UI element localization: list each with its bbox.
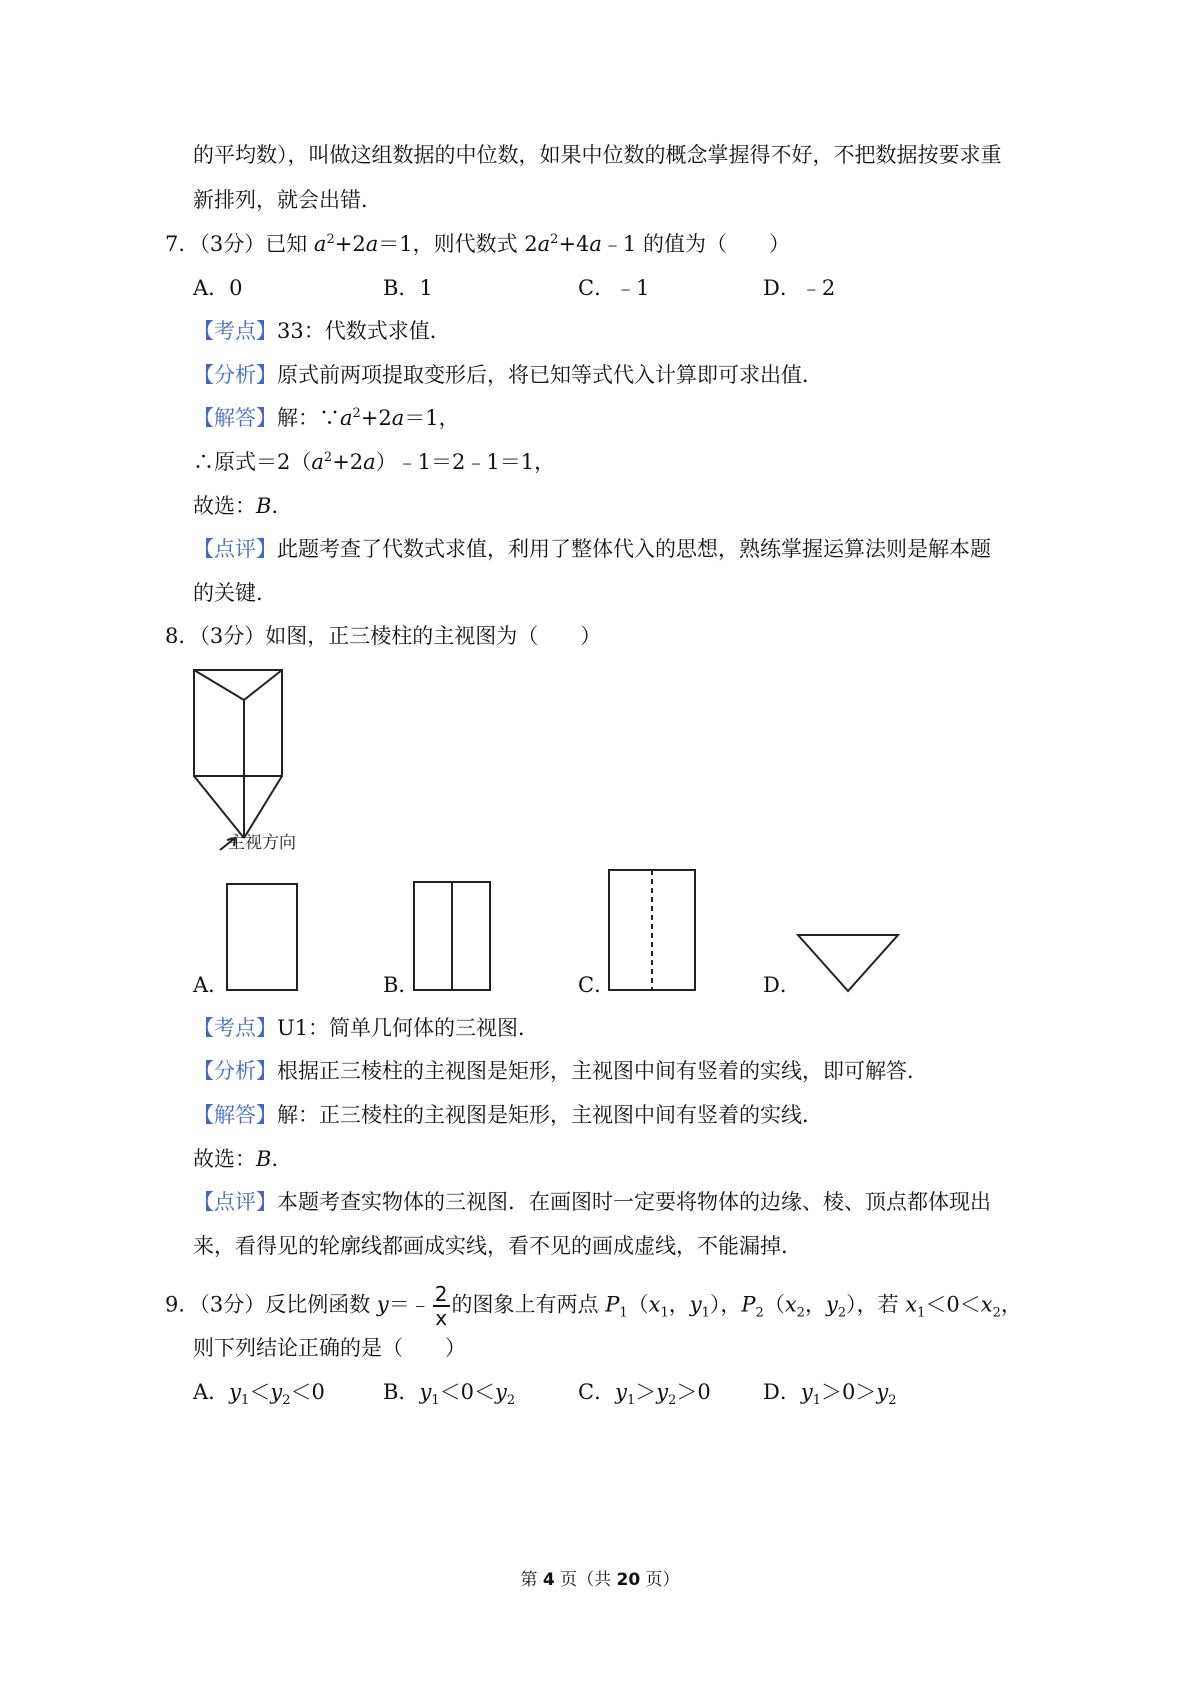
page-footer: 第 4 页（共 20 页）	[520, 1570, 680, 1590]
q8-answer: 故选：B．	[193, 1147, 293, 1171]
q8-option-d-figure	[796, 933, 902, 995]
prism-top-edge-left	[194, 670, 244, 700]
view-direction-label: 主视方向	[228, 833, 296, 853]
q8-option-c-figure	[608, 869, 698, 993]
continuation-line-2: 新排列，就会出错．	[193, 188, 382, 212]
prism-outline	[194, 670, 282, 776]
q7-stem: 7．（3分）已知 $a^2+2a=1$，则代数式 $2a^2+4a﹣1$ 的值为（ ）	[165, 232, 790, 256]
q7-option-c: C．﹣1	[578, 276, 650, 300]
q8-option-c-label: C．	[578, 973, 616, 997]
q7-answer: 故选：B．	[193, 494, 293, 518]
option-d-triangle	[798, 935, 898, 991]
q9-option-b: B．$y_1<0<y_2$	[383, 1380, 516, 1409]
q8-fenxi: 【分析】根据正三棱柱的主视图是矩形，主视图中间有竖着的实线，即可解答．	[193, 1059, 928, 1083]
q9-option-c: C．$y_1>y_2>0$	[578, 1380, 711, 1409]
q7-dianping-cont: 的关键．	[193, 581, 277, 605]
q7-option-a: A．0	[193, 276, 243, 300]
q8-kaodian: 【考点】U1：简单几何体的三视图．	[193, 1016, 540, 1040]
option-a-rectangle	[227, 884, 297, 990]
q8-dianping: 【点评】本题考查实物体的三视图．在画图时一定要将物体的边缘、棱、顶点都体现出	[193, 1190, 991, 1214]
q9-option-d: D．$y_1>0>y_2$	[763, 1380, 897, 1409]
q9-fraction: $\frac{2}{x}$	[434, 1282, 448, 1330]
q8-jieda: 【解答】解：正三棱柱的主视图是矩形，主视图中间有竖着的实线．	[193, 1103, 823, 1127]
prism-figure	[180, 660, 340, 860]
continuation-line-1: 的平均数），叫做这组数据的中位数，如果中位数的概念掌握得不好，不把数据按要求重	[193, 143, 1002, 167]
q7-fenxi: 【分析】原式前两项提取变形后，将已知等式代入计算即可求出值．	[193, 363, 823, 387]
prism-bottom-edge-right	[244, 776, 282, 838]
q7-option-b: B．1	[383, 276, 433, 300]
q7-jieda: 【解答】解：$\because a^2+2a=1$，	[193, 406, 460, 430]
q8-option-b-figure	[413, 881, 493, 993]
prism-bottom-edge-left	[194, 776, 244, 838]
q7-option-d: D．﹣2	[763, 276, 836, 300]
q9-stem: 9．（3分）反比例函数 y＝﹣ $\frac{2}{x}$ 的图象上有两点 $P_1(x_1$，$y_1$），$P_2(x_2$，$y_2$），若 $x_1<0<x_2$，	[165, 1282, 1022, 1330]
q7-kaodian: 【考点】33：代数式求值．	[193, 319, 451, 343]
q8-option-d-label: D．	[763, 973, 801, 997]
q9-option-a: A．$y_1<y_2<0$	[193, 1380, 325, 1409]
q8-option-b-label: B．	[383, 973, 420, 997]
q8-stem: 8．（3分）如图，正三棱柱的主视图为（ ）	[165, 624, 602, 648]
q9-line2: 则下列结论正确的是（ ）	[193, 1336, 466, 1360]
q8-dianping-cont: 来，看得见的轮廓线都画成实线，看不见的画成虚线，不能漏掉．	[193, 1234, 802, 1258]
q8-option-a-figure	[226, 883, 300, 993]
q7-therefore: ∴原式$=2(a^2+2a)﹣1=2﹣1=1$，	[193, 450, 556, 474]
q7-dianping: 【点评】此题考查了代数式求值，利用了整体代入的思想，熟练掌握运算法则是解本题	[193, 537, 991, 561]
q8-option-a-label: A．	[193, 973, 230, 997]
prism-top-edge-right	[244, 670, 282, 700]
